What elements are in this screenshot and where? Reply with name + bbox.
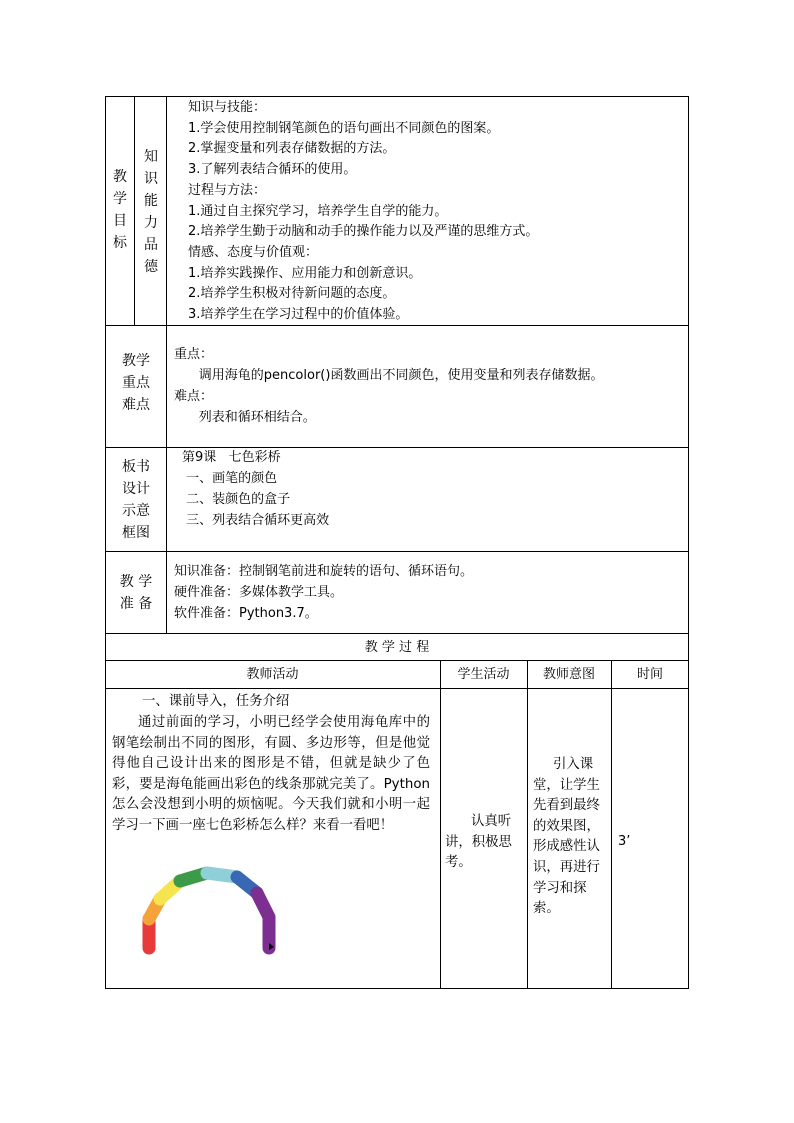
col-divider bbox=[166, 551, 167, 633]
label-char: 德 bbox=[144, 259, 158, 275]
label-char: 品 bbox=[144, 237, 158, 253]
col-divider bbox=[611, 660, 612, 989]
label-line: 难点 bbox=[122, 397, 150, 413]
objectives-line: 2.培养学生勤于动脑和动手的操作能力以及严谨的思维方式。 bbox=[188, 224, 539, 240]
label-char: 知 bbox=[144, 149, 158, 165]
key-points-line: 难点： bbox=[174, 389, 214, 404]
objectives-line: 1.通过自主探究学习，培养学生自学的能力。 bbox=[188, 203, 448, 219]
preparation-line: 软件准备：Python3.7。 bbox=[174, 606, 318, 621]
col-divider bbox=[440, 660, 441, 989]
preparation-line: 硬件准备：多媒体教学工具。 bbox=[174, 585, 344, 600]
objectives-sub-label bbox=[138, 146, 164, 278]
objectives-line: 1.培养实践操作、应用能力和创新意识。 bbox=[188, 265, 422, 281]
label-line: 板书 bbox=[122, 459, 150, 475]
label-line: 准 备 bbox=[119, 596, 153, 612]
header-teacher-activity: 教师活动 bbox=[246, 667, 299, 682]
objectives-line: 3.培养学生在学习过程中的价值体验。 bbox=[188, 307, 409, 322]
header-student-activity: 学生活动 bbox=[457, 667, 510, 682]
teacher-intent-text: 引入课堂，让学生先看到最终的效果图，形成感性认识，再进行学习和探索。 bbox=[533, 757, 600, 917]
teacher-activity-text: 通过前面的学习，小明已经学会使用海龟库中的钢笔绘制出不同的图形，有圆、多边形等，但是他觉得他自己设计出来的图形是不错，但就是缺少了色彩，要是海龟能画出彩色的线条那就完美了。Python怎么会没想到小明的烦恼呢。今天我们就和小明一起学习一下画一座七色彩桥怎么样？来看一看吧！ bbox=[112, 715, 430, 833]
key-points-line: 调用海龟的pencolor()函数画出不同颜色，使用变量和列表存储数据。 bbox=[174, 368, 604, 383]
student-activity-text: 认真听讲，积极思考。 bbox=[445, 814, 512, 871]
label-char: 能 bbox=[144, 193, 158, 209]
objectives-line: 2.培养学生积极对待新问题的态度。 bbox=[188, 286, 396, 302]
label-char: 力 bbox=[144, 215, 158, 231]
key-points-line: 列表和循环相结合。 bbox=[174, 410, 316, 425]
preparation-label bbox=[108, 571, 164, 615]
label-line: 示意 bbox=[122, 503, 150, 519]
header-time: 时间 bbox=[636, 667, 663, 682]
objectives-line: 知识与技能： bbox=[188, 100, 267, 115]
row-divider bbox=[105, 688, 689, 689]
time-value: 3’ bbox=[618, 834, 631, 849]
label-line: 框图 bbox=[122, 525, 150, 541]
col-divider bbox=[166, 96, 167, 551]
teacher-section-heading: 一、课前导入，任务介绍 bbox=[142, 694, 290, 709]
rainbow-arch-illustration bbox=[140, 861, 280, 956]
label-char: 学 bbox=[113, 191, 127, 207]
row-divider bbox=[105, 551, 689, 552]
objectives-line: 2.掌握变量和列表存储数据的方法。 bbox=[188, 141, 396, 157]
board-line: 三、列表结合循环更高效 bbox=[182, 513, 330, 528]
header-teacher-intent: 教师意图 bbox=[542, 667, 595, 682]
board-line: 第9课 七色彩桥 bbox=[182, 450, 281, 465]
label-line: 重点 bbox=[122, 375, 150, 391]
objectives-line: 3.了解列表结合循环的使用。 bbox=[188, 162, 357, 178]
label-line: 教学 bbox=[122, 353, 150, 369]
arch-segment-purple bbox=[257, 893, 269, 948]
label-char: 教 bbox=[113, 169, 127, 185]
preparation-line: 知识准备：控制钢笔前进和旋转的语句、循环语句。 bbox=[174, 564, 474, 579]
key-points-label bbox=[108, 350, 164, 416]
label-char: 识 bbox=[144, 171, 158, 187]
process-title: 教 学 过 程 bbox=[364, 640, 430, 655]
label-char: 标 bbox=[113, 235, 127, 251]
label-line: 设计 bbox=[122, 481, 150, 497]
label-line: 教 学 bbox=[119, 574, 153, 590]
board-line: 二、装颜色的盒子 bbox=[182, 492, 291, 507]
label-char: 目 bbox=[113, 213, 127, 229]
objectives-side-label bbox=[108, 166, 132, 254]
objectives-line: 1.学会使用控制钢笔颜色的语句画出不同颜色的图案。 bbox=[188, 120, 500, 136]
col-divider bbox=[134, 96, 135, 325]
objectives-line: 过程与方法： bbox=[188, 182, 267, 198]
key-points-line: 重点： bbox=[174, 347, 214, 362]
board-label bbox=[108, 456, 164, 544]
objectives-line: 情感、态度与价值观： bbox=[188, 244, 319, 260]
board-line: 一、画笔的颜色 bbox=[182, 471, 278, 486]
col-divider bbox=[527, 660, 528, 989]
